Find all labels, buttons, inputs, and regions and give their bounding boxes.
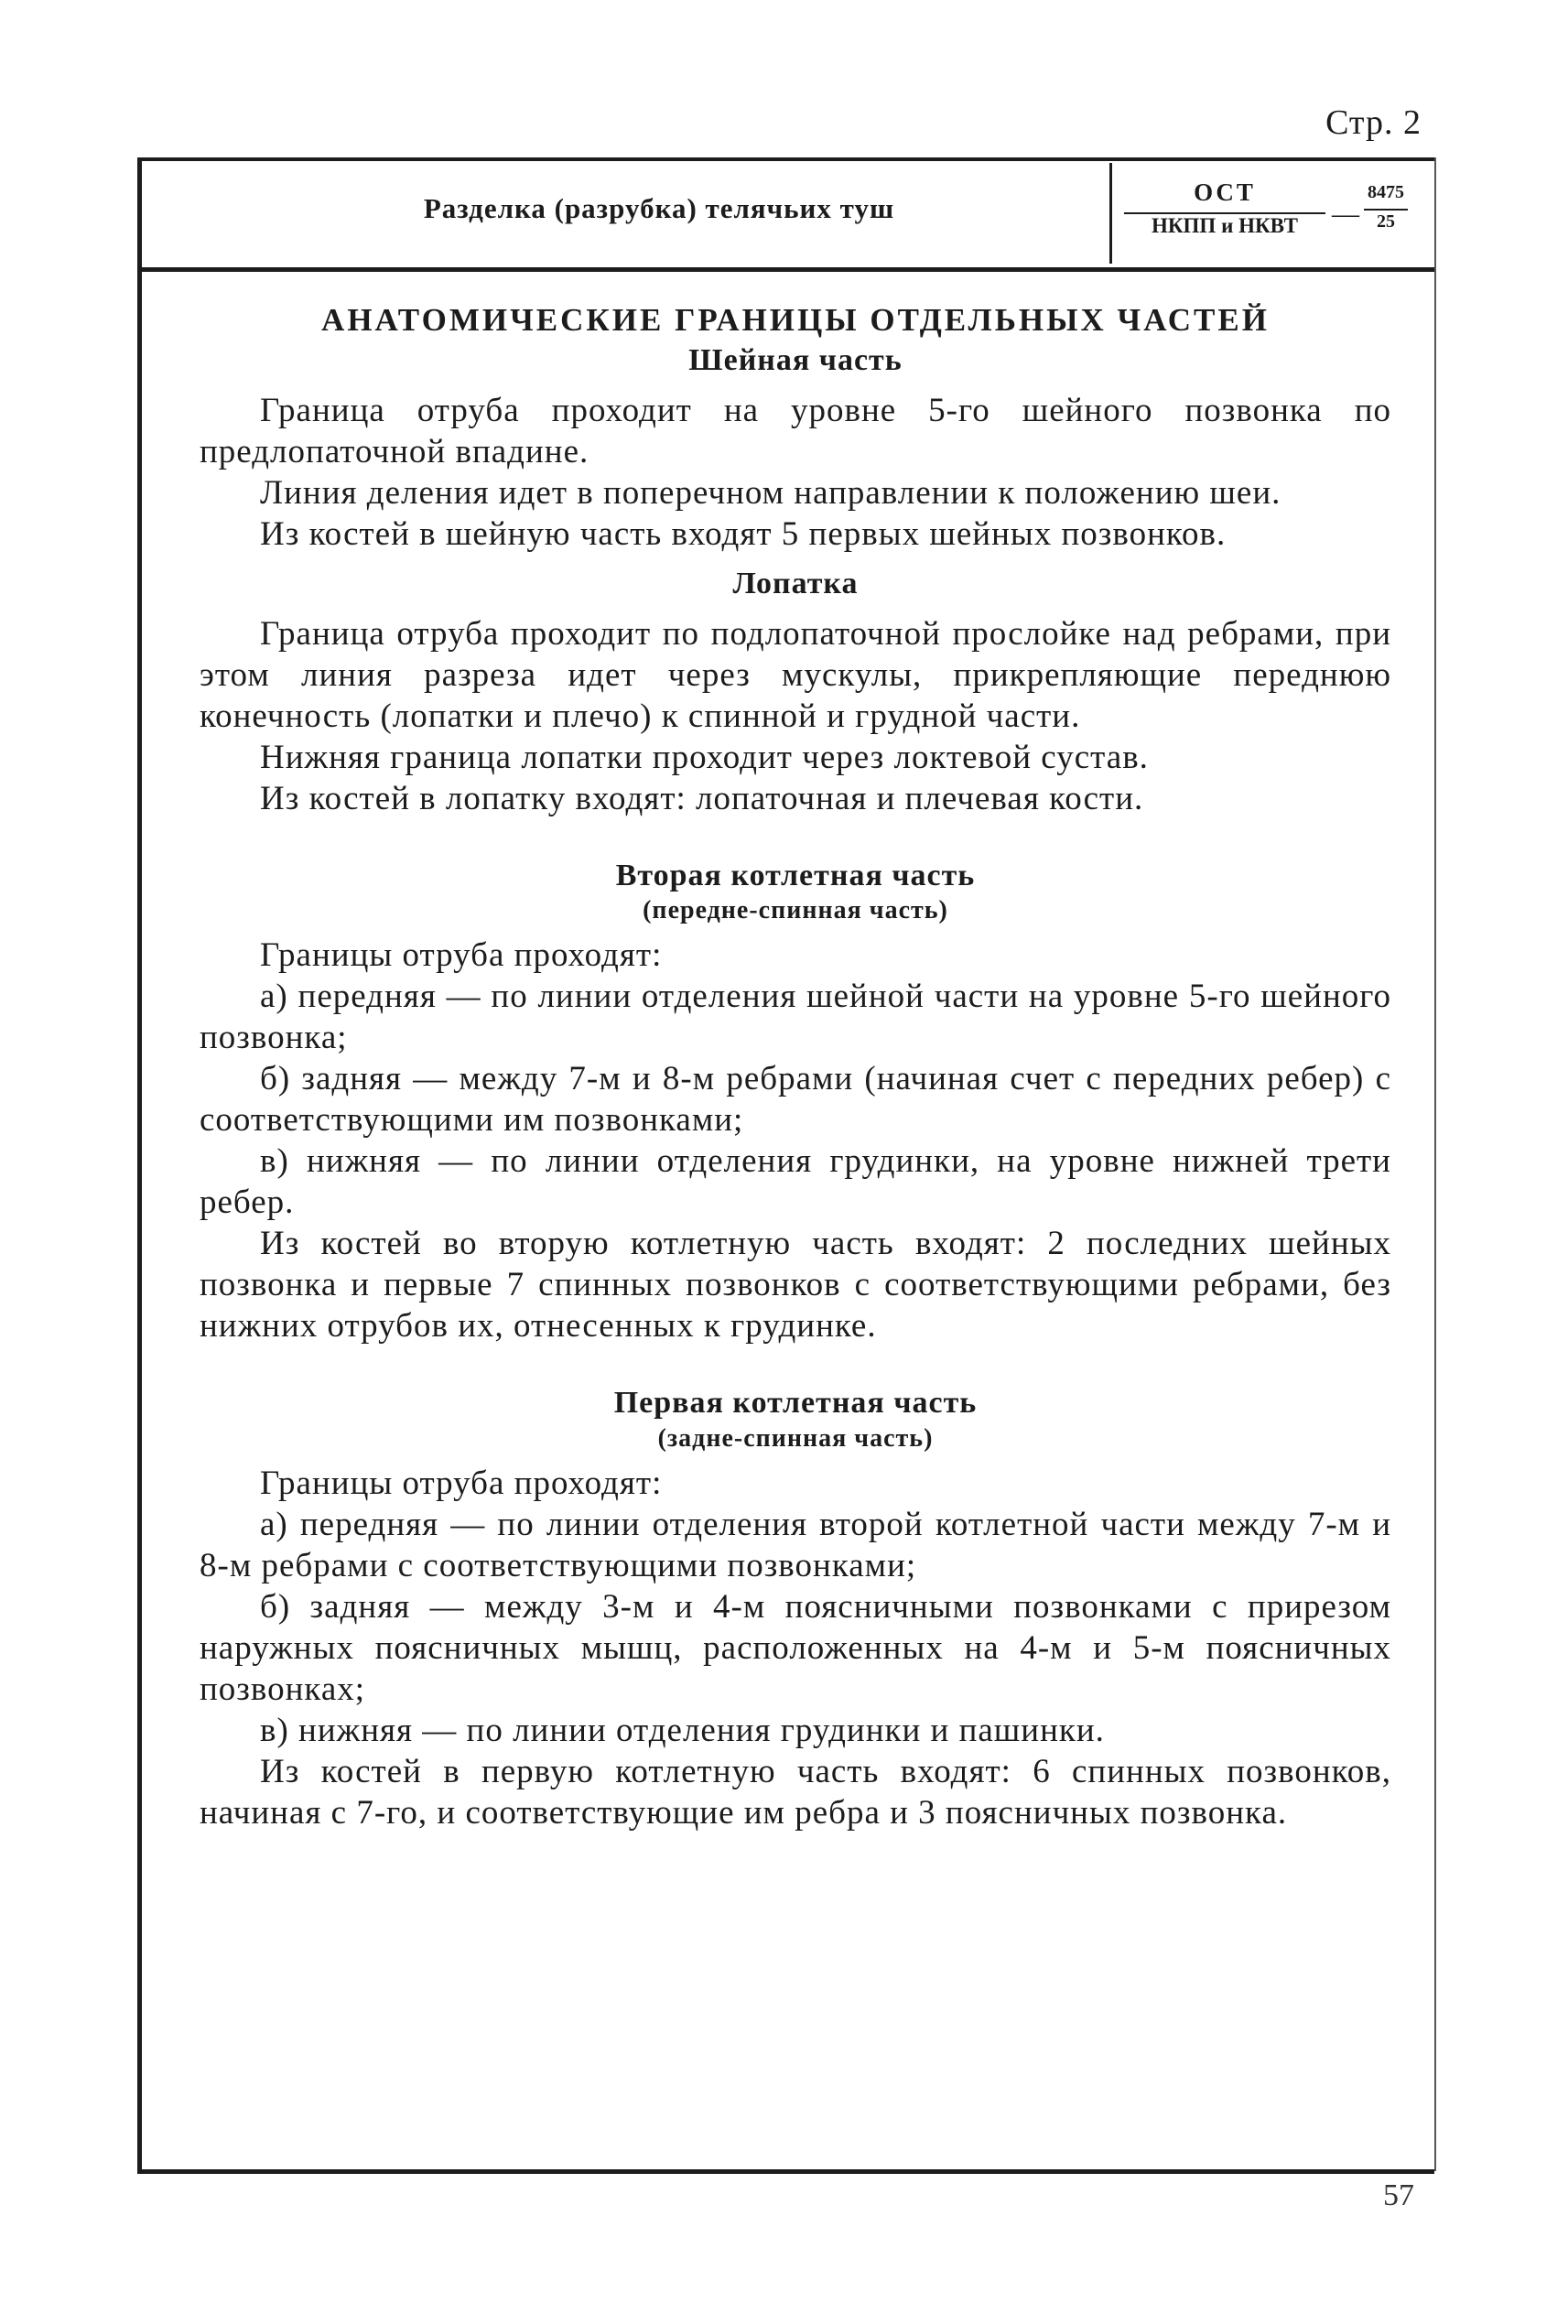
paragraph: Из костей в шейную часть входят 5 первых шейных позвонков. [260, 514, 1227, 553]
section-title: Шейная часть [688, 342, 903, 377]
paragraph: Из костей во вторую котлетную часть входят: 2 последних шейных позвонка и первые 7 спинных позвонков с соответствующими ребрами, без нижних отрубов их, отнесенных к грудинке. [200, 1225, 1391, 1346]
ost-label: ОСТ [1194, 178, 1256, 206]
paragraph: Из костей в первую котлетную часть входят: 6 спинных позвонков, начиная с 7-го, и соответствующие им ребра и 3 поясничных позвонка. [200, 1752, 1391, 1832]
paragraph: в) нижняя — по линии отделения грудинки и пашинки. [260, 1711, 1105, 1749]
paragraph: Границы отруба проходят: [260, 1464, 663, 1502]
section-title: Вторая котлетная часть [615, 859, 976, 893]
main-title: АНАТОМИЧЕСКИЕ ГРАНИЦЫ ОТДЕЛЬНЫХ ЧАСТЕЙ [321, 302, 1270, 338]
page-label: Стр. 2 [1325, 103, 1422, 142]
frame-bottom-rule [137, 2169, 1434, 2174]
header-bottom-rule [137, 267, 1434, 272]
ost-issuer: НКПП и НКВТ [1151, 214, 1299, 237]
paragraph: Граница отруба проходит по подлопаточной прослойке над ребрами, при этом линия разреза идет через мускулы, прикрепляющие переднюю конечность (лопатки и плечо) к спинной и грудной части. [200, 615, 1391, 736]
page-number: 57 [1383, 2178, 1414, 2212]
section-title: Лопатка [732, 566, 859, 600]
document-title: Разделка (разрубка) телячьих туш [423, 192, 895, 224]
paragraph: Границы отруба проходят: [260, 936, 663, 975]
standard-designation [1124, 178, 1417, 252]
section-title: Первая котлетная часть [613, 1386, 978, 1421]
paragraph: б) задняя — между 7-м и 8-м ребрами (начиная счет с передних ребер) с соответствующими им позвонками; [200, 1060, 1391, 1140]
document-body [200, 300, 1391, 1833]
paragraph: а) передняя — по линии отделения шейной части на уровне 5-го шейного позвонка; [200, 978, 1391, 1057]
paragraph: в) нижняя — по линии отделения грудинки, на уровне нижней трети ребер. [200, 1142, 1391, 1222]
paragraph: Из костей в лопатку входят: лопаточная и плечевая кости. [260, 780, 1144, 818]
standard-number-line [1364, 209, 1408, 211]
header-top-rule [137, 157, 1434, 161]
paragraph: Нижняя граница лопатки проходит через локтевой сустав. [260, 739, 1149, 777]
standard-year: 25 [1377, 211, 1395, 232]
header-divider [1109, 163, 1112, 264]
paragraph: Граница отруба проходит на уровне 5-го шейного позвонка по предлопаточной впадине. [200, 391, 1391, 470]
paragraph: а) передняя — по линии отделения второй котлетной части между 7-м и 8-м ребрами с соответствующими позвонками; [200, 1505, 1391, 1584]
standard-number: 8475 [1368, 182, 1404, 202]
ost-dash: — [1332, 199, 1359, 229]
section-subtitle: (задне-спинная часть) [657, 1423, 934, 1453]
paragraph: б) задняя — между 3-м и 4-м поясничными позвонками с прирезом наружных поясничных мышц, расположенных на 4-м и 5-м поясничных позвонках; [200, 1587, 1391, 1708]
section-subtitle: (передне-спинная часть) [643, 896, 948, 925]
paragraph: Линия деления идет в поперечном направлении к положению шеи. [260, 473, 1281, 512]
